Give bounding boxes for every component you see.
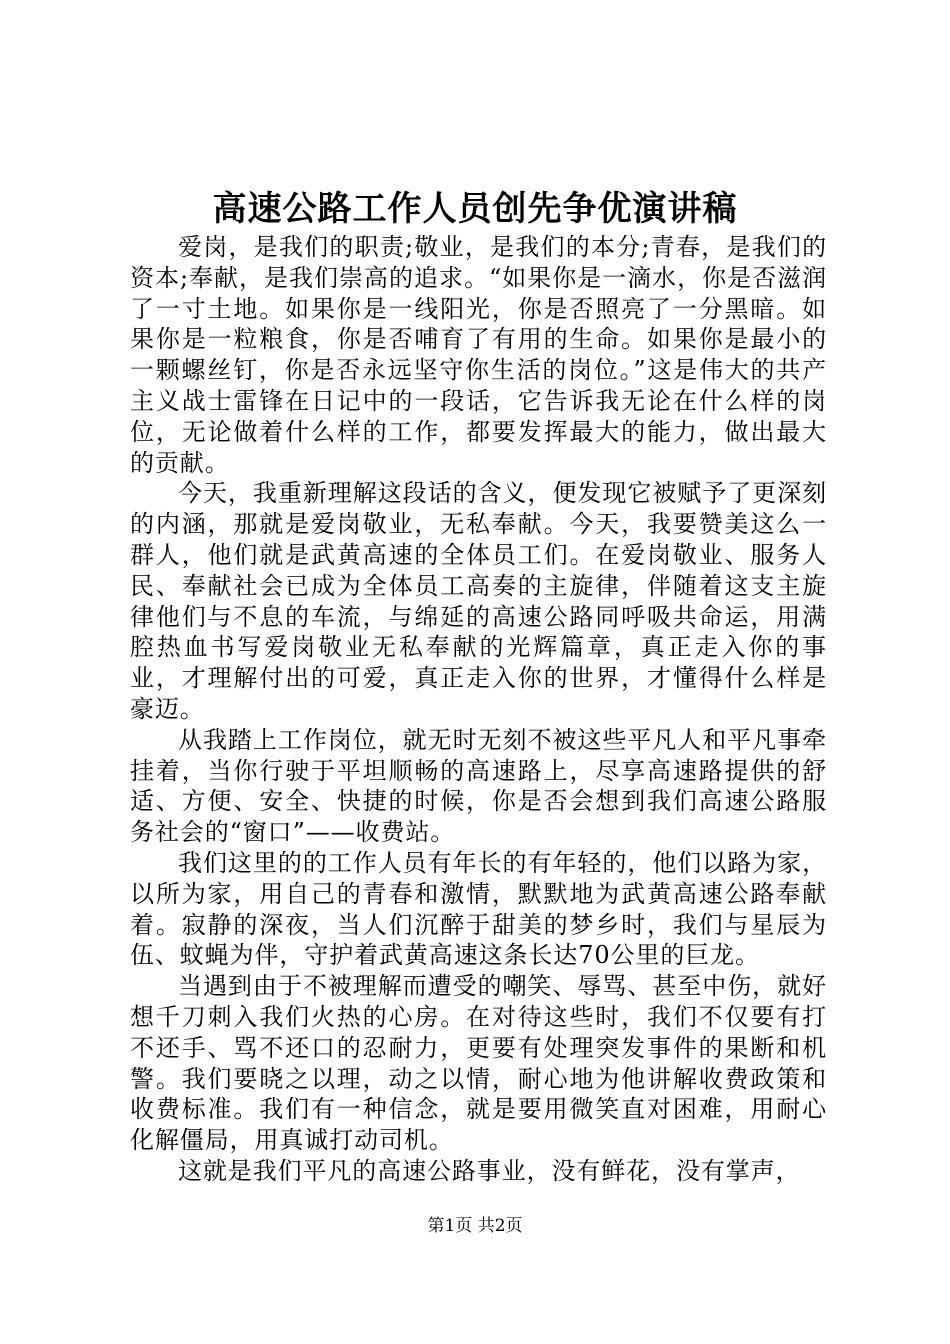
document-title: 高速公路工作人员创先争优演讲稿 — [212, 189, 738, 229]
paragraph-6: 这就是我们平凡的高速公路事业，没有鲜花，没有掌声， — [178, 1156, 801, 1185]
paragraph-4: 我们这里的的工作人员有年长的有年轻的，他们以路为家，以所为家，用自己的青春和激情，默默地为武黄高速公路奉献着。寂静的深夜，当人们沉醉于甜美的梦乡时，我们与星辰为伍、蚊蝇为伴，守护着武黄高速这条长达70公里的巨龙。 — [130, 848, 827, 970]
paragraph-1: 爱岗，是我们的职责;敬业，是我们的本分;青春，是我们的资本;奉献，是我们崇高的追求。“如果你是一滴水，你是否滋润了一寸土地。如果你是一线阳光，你是否照亮了一分黑暗。如果你是一粒粮食，你是否哺育了有用的生命。如果你是最小的一颗螺丝钉，你是否永远坚守你生活的岗位。”这是伟大的共产主义战士雷锋在日记中的一段话，它告诉我无论在什么样的岗位，无论做着什么样的工作，都要发挥最大的能力，做出最大的贡献。 — [130, 233, 827, 477]
paragraph-2: 今天，我重新理解这段话的含义，便发现它被赋予了更深刻的内涵，那就是爱岗敬业，无私奉献。今天，我要赞美这么一群人，他们就是武黄高速的全体员工们。在爱岗敬业、服务人民、奉献社会已成为全体员工高奏的主旋律，伴随着这支主旋律他们与不息的车流，与绵延的高速公路同呼吸共命运，用满腔热血书写爱岗敬业无私奉献的光辉篇章，真正走入你的事业，才理解付出的可爱，真正走入你的世界，才懂得什么样是豪迈。 — [130, 479, 827, 723]
paragraph-5: 当遇到由于不被理解而遭受的嘲笑、辱骂、甚至中伤，就好想千刀刺入我们火热的心房。在对待这些时，我们不仅要有打不还手、骂不还口的忍耐力，更要有处理突发事件的果断和机警。我们要晓之以理，动之以情，耐心地为他讲解收费政策和收费标准。我们有一种信念，就是要用微笑直对困难，用耐心化解僵局，用真诚打动司机。 — [130, 972, 827, 1155]
document-body — [130, 232, 827, 1187]
page-number-footer: 第1页 共2页 — [427, 1216, 523, 1236]
paragraph-3: 从我踏上工作岗位，就无时无刻不被这些平凡人和平凡事牵挂着，当你行驶于平坦顺畅的高速路上，尽享高速路提供的舒适、方便、安全、快捷的时候，你是否会想到我们高速公路服务社会的“窗口”——收费站。 — [130, 725, 827, 847]
